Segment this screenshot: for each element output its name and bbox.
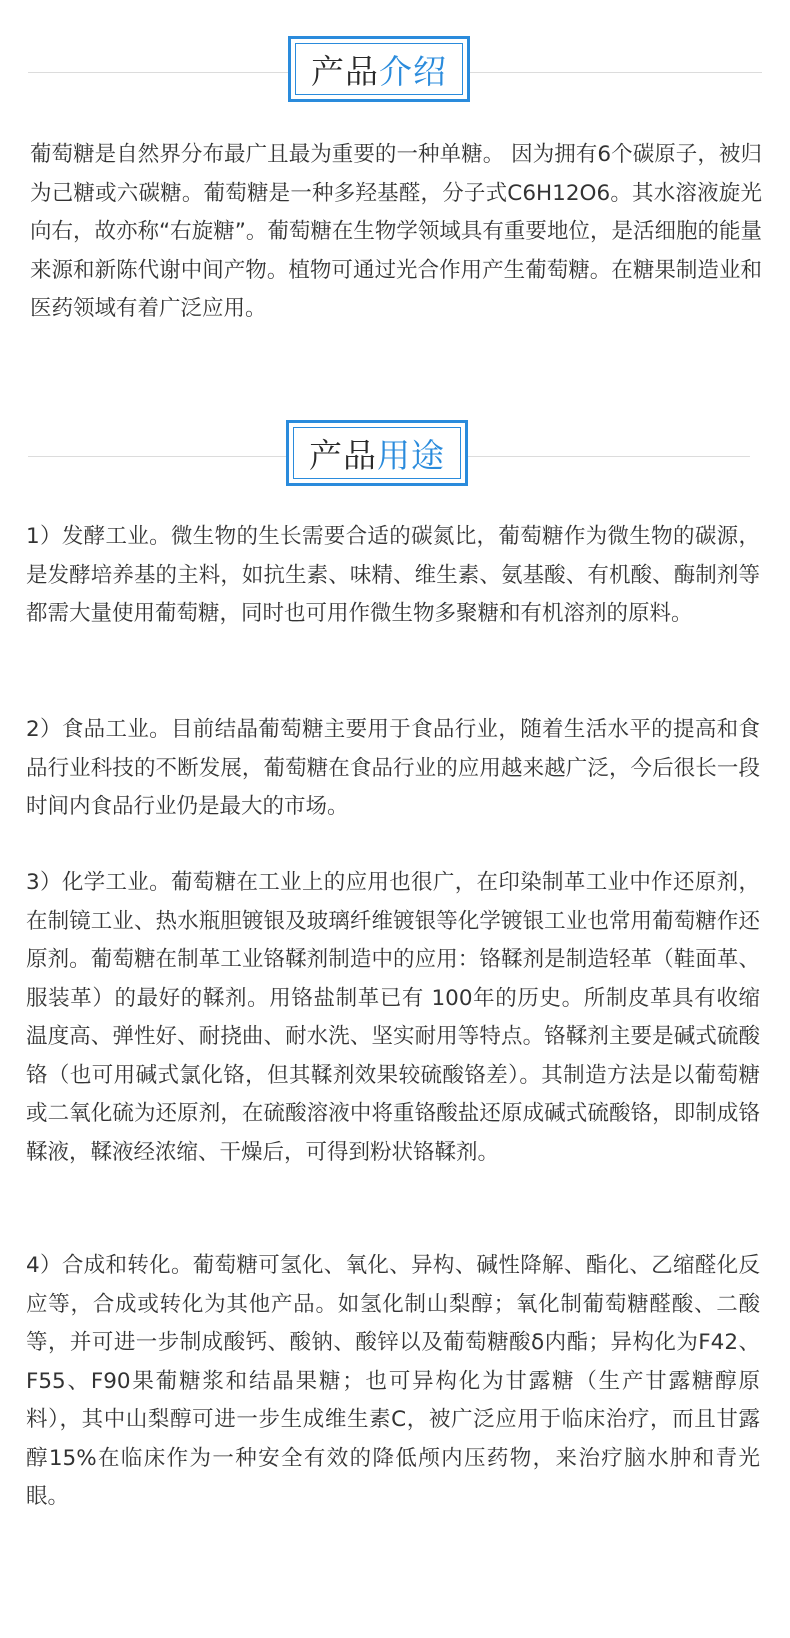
intro-title-dark: 产品 bbox=[311, 51, 379, 91]
intro-title-box bbox=[288, 36, 470, 102]
intro-paragraph: 葡萄糖是自然界分布最广且最为重要的一种单糖。 因为拥有6个碳原子，被归为己糖或六碳糖。葡萄糖是一种多羟基醛，分子式C6H12O6。其水溶液旋光向右，故亦称“右旋糖”。葡萄糖在生物学领域具有重要地位，是活细胞的能量来源和新陈代谢中间产物。植物可通过光合作用产生葡萄糖。在糖果制造业和医药领域有着广泛应用。 bbox=[30, 142, 762, 321]
uses-title-accent: 用途 bbox=[377, 435, 445, 475]
uses-title-box bbox=[286, 420, 468, 486]
uses-section-header bbox=[0, 420, 790, 492]
intro-section-header bbox=[0, 36, 790, 108]
header-divider-right bbox=[468, 456, 750, 457]
use-item-fermentation: 1）发酵工业。微生物的生长需要合适的碳氮比，葡萄糖作为微生物的碳源，是发酵培养基的主料，如抗生素、味精、维生素、氨基酸、有机酸、酶制剂等都需大量使用葡萄糖，同时也可用作微生物多聚糖和有机溶剂的原料。 bbox=[26, 524, 760, 626]
use-item-chemical: 3）化学工业。葡萄糖在工业上的应用也很广，在印染制革工业中作还原剂，在制镜工业、热水瓶胆镀银及玻璃纤维镀银等化学镀银工业也常用葡萄糖作还原剂。葡萄糖在制革工业铬鞣剂制造中的应用：铬鞣剂是制造轻革（鞋面革、服装革）的最好的鞣剂。用铬盐制革已有 100年的历史。所制皮革具有收缩温度高、弹性好、耐挠曲、耐水洗、坚实耐用等特点。铬鞣剂主要是碱式硫酸铬（也可用碱式氯化铬，但其鞣剂效果较硫酸铬差）。其制造方法是以葡萄糖或二氧化硫为还原剂，在硫酸溶液中将重铬酸盐还原成碱式硫酸铬，即制成铬鞣液，鞣液经浓缩、干燥后，可得到粉状铬鞣剂。 bbox=[26, 870, 760, 1165]
header-divider-left bbox=[28, 456, 286, 457]
use-item-food: 2）食品工业。目前结晶葡萄糖主要用于食品行业，随着生活水平的提高和食品行业科技的不断发展，葡萄糖在食品行业的应用越来越广泛，今后很长一段时间内食品行业仍是最大的市场。 bbox=[26, 717, 760, 819]
uses-title-dark: 产品 bbox=[309, 435, 377, 475]
header-divider-left bbox=[28, 72, 288, 73]
intro-title bbox=[295, 43, 463, 95]
intro-title-accent: 介绍 bbox=[379, 51, 447, 91]
use-item-synthesis: 4）合成和转化。葡萄糖可氢化、氧化、异构、碱性降解、酯化、乙缩醛化反应等，合成或转化为其他产品。如氢化制山梨醇；氧化制葡萄糖醛酸、二酸等，并可进一步制成酸钙、酸钠、酸锌以及葡萄糖酸δ内酯；异构化为F42、F55、F90果葡糖浆和结晶果糖；也可异构化为甘露糖（生产甘露糖醇原料），其中山梨醇可进一步生成维生素C，被广泛应用于临床治疗，而且甘露醇15%在临床作为一种安全有效的降低颅内压药物，来治疗脑水肿和青光眼。 bbox=[26, 1253, 760, 1509]
header-divider-right bbox=[470, 72, 762, 73]
uses-title bbox=[293, 427, 461, 479]
